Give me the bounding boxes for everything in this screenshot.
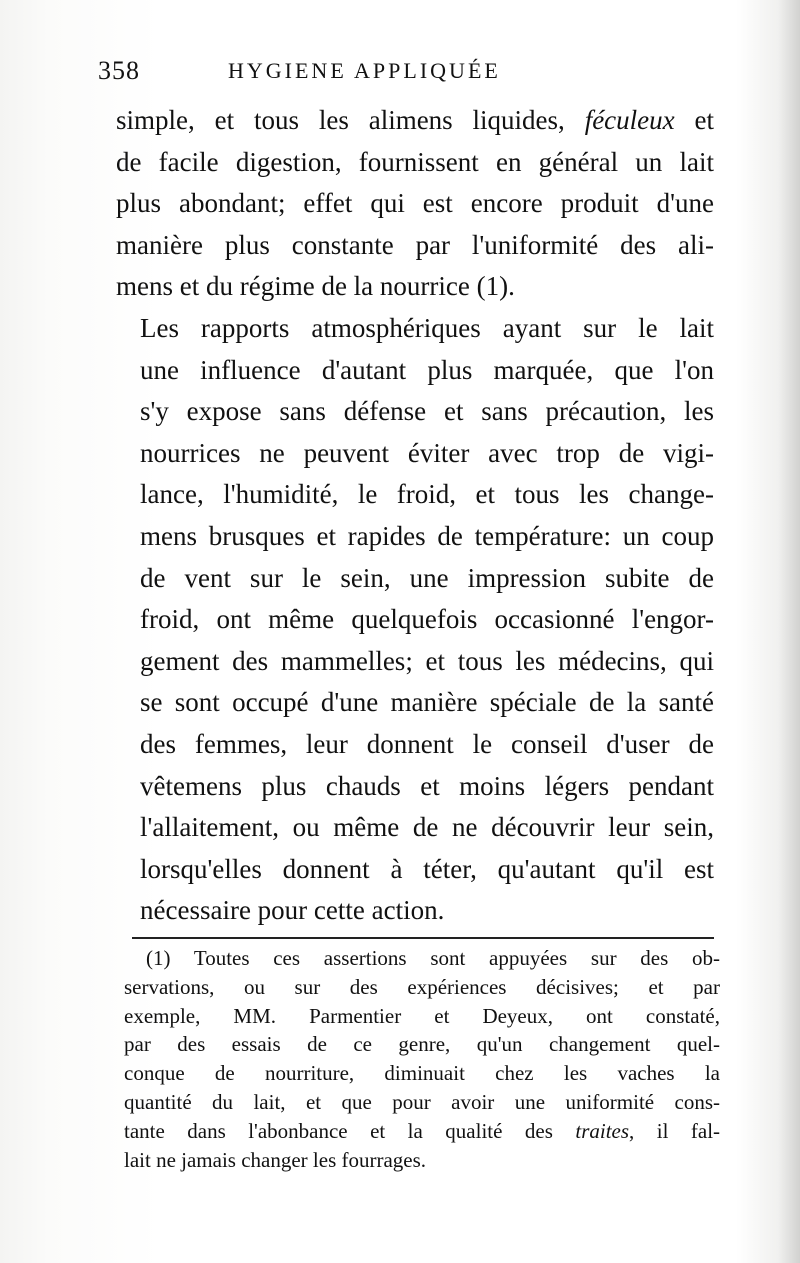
italic-word: féculeux — [584, 105, 675, 135]
paragraph-1 — [116, 100, 714, 308]
text-line: de facile digestion, fournissent en général un lait — [116, 146, 714, 177]
text-span: simple, et tous les alimens liquides, — [116, 105, 565, 135]
footnote-line: lait ne jamais changer les fourrages. — [124, 1147, 427, 1172]
running-title: HYGIENE APPLIQUÉE — [228, 58, 501, 83]
body-text — [116, 100, 714, 932]
text-span: , il fal- — [629, 1118, 721, 1143]
text-span: et — [694, 105, 715, 135]
page-edge-shadow — [778, 0, 800, 1263]
footnote-divider — [132, 937, 714, 939]
text-line: lorsqu'elles donnent à téter, qu'autant qu'il est — [140, 853, 714, 884]
footnote-line: servations, ou sur des expériences décisives; et par — [124, 974, 720, 999]
italic-word: traites — [575, 1118, 630, 1143]
text-line: mens et du régime de la nourrice (1). — [116, 271, 515, 302]
footnote-line: exemple, MM. Parmentier et Deyeux, ont constaté, — [124, 1003, 720, 1028]
text-line: plus abondant; effet qui est encore produit d'une — [116, 188, 714, 219]
footnote-line: conque de nourriture, diminuait chez les vaches la — [124, 1061, 720, 1086]
text-line — [116, 100, 714, 142]
page-header — [98, 52, 738, 92]
footnote-line — [124, 1117, 720, 1146]
text-line: s'y expose sans défense et sans précaution, les — [140, 396, 714, 427]
text-line: une influence d'autant plus marquée, que l'on — [140, 354, 714, 385]
text-line: l'allaitement, ou même de ne découvrir leur sein, — [140, 812, 714, 843]
text-line: manière plus constante par l'uniformité des ali- — [116, 229, 714, 260]
text-line: gement des mammelles; et tous les médecins, qui — [140, 645, 714, 676]
text-line: mens brusques et rapides de température: un coup — [140, 520, 714, 551]
text-line: Les rapports atmosphériques ayant sur le lait — [140, 312, 714, 343]
footnote — [124, 944, 720, 1174]
text-line: froid, ont même quelquefois occasionné l'engor- — [140, 604, 714, 635]
text-line: des femmes, leur donnent le conseil d'user de — [140, 728, 714, 759]
page-number: 358 — [98, 56, 140, 85]
text-line: nécessaire pour cette action. — [140, 895, 445, 926]
text-line: vêtemens plus chauds et moins légers pendant — [140, 770, 714, 801]
paragraph-2 — [116, 308, 714, 932]
text-line: nourrices ne peuvent éviter avec trop de vigi- — [140, 437, 714, 468]
text-span: tante dans l'abonbance et la qualité des — [124, 1118, 553, 1143]
text-line: de vent sur le sein, une impression subite de — [140, 562, 714, 593]
footnote-line: (1) Toutes ces assertions sont appuyées sur des ob- — [146, 946, 720, 970]
text-line: lance, l'humidité, le froid, et tous les change- — [140, 479, 714, 510]
footnote-line: par des essais de ce genre, qu'un changement quel- — [124, 1032, 720, 1057]
text-line: se sont occupé d'une manière spéciale de la santé — [140, 687, 714, 718]
footnote-line: quantité du lait, et que pour avoir une uniformité cons- — [124, 1089, 720, 1114]
